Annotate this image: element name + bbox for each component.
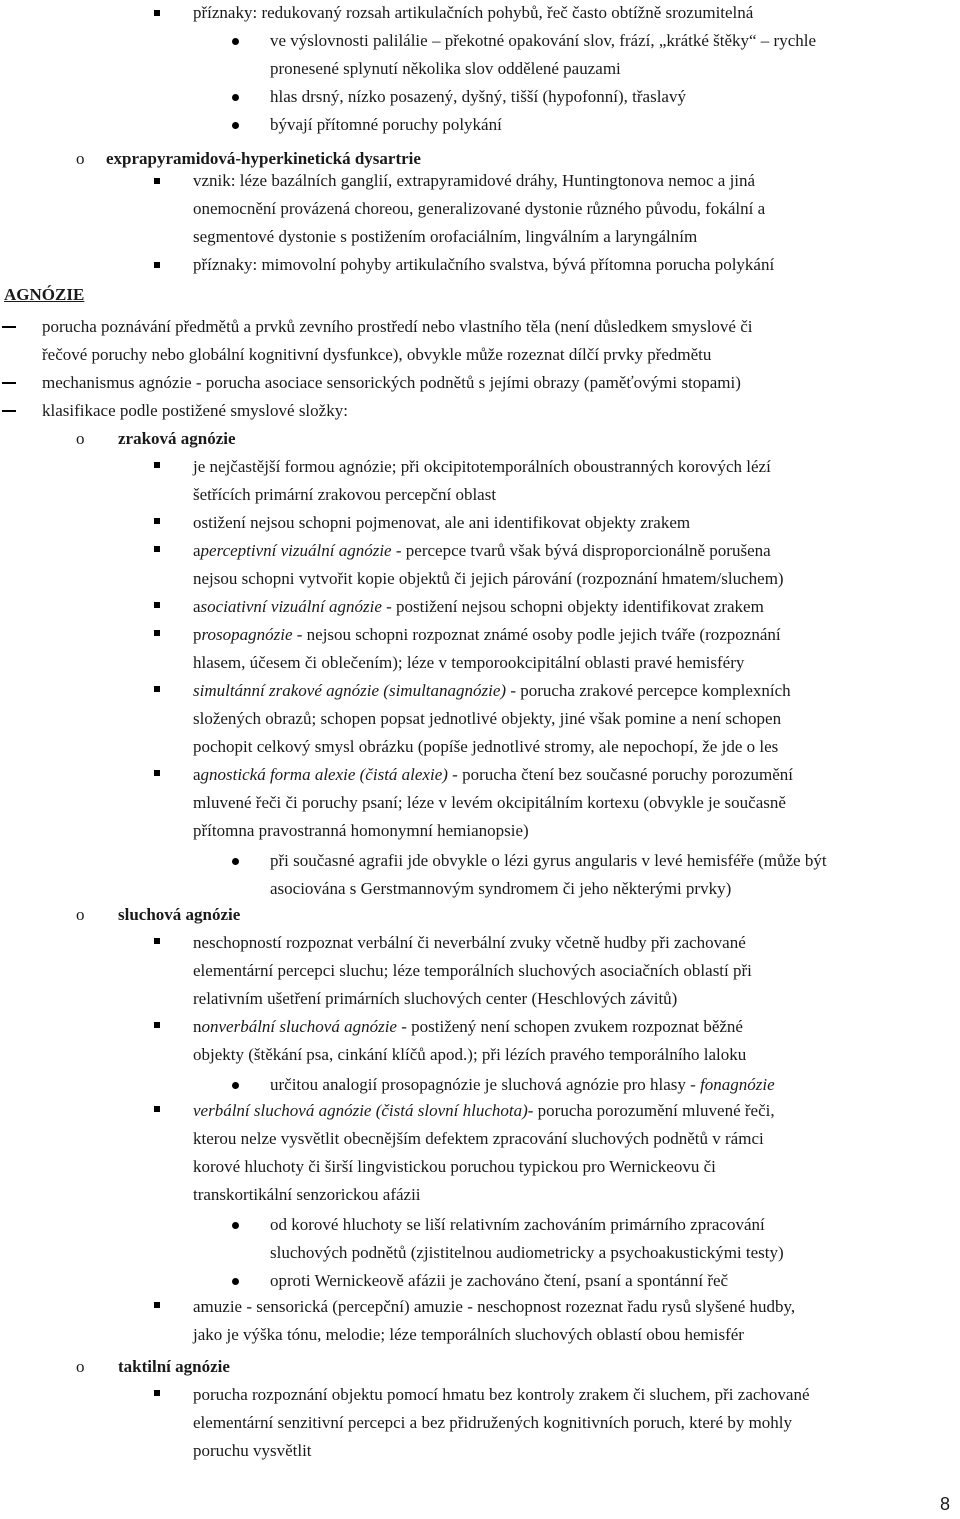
sub-bullet-line-cont: sluchových podnětů (zjistitelnou audiometricky a psychoakustickými testy) [270,1243,784,1262]
round-bullet-icon [232,1222,239,1229]
page-number: 8 [940,1494,951,1514]
list-line-cont: přítomna pravostranná homonymní hemianopsie) [193,821,529,840]
circle-bullet-icon: o [76,905,85,924]
list-line-cont: nejsou schopni vytvořit kopie objektů či jejich párování (rozpoznání hmatem/sluchem) [193,569,784,588]
square-bullet-icon [154,1022,160,1028]
text-run: a [193,541,201,560]
subsection-heading-tactile: taktilní agnózie [118,1357,230,1376]
list-line-cont: kterou nelze vysvětlit obecnějším defektem zpracování sluchových podnětů v rámci [193,1129,764,1148]
round-bullet-icon [232,122,239,129]
subsection-heading-visual: zraková agnózie [118,429,236,448]
term-italic: perceptivní vizuální agnózie [200,541,392,560]
square-bullet-icon [154,1390,160,1396]
text-run: - nejsou schopni rozpoznat známé osoby podle jejich tváře (rozpoznání [292,625,781,644]
list-line: ostižení nejsou schopni pojmenovat, ale ani identifikovat objekty zrakem [193,513,691,532]
list-line [193,1016,743,1038]
round-bullet-icon [232,38,239,45]
list-line: amuzie - sensorická (percepční) amuzie - neschopnost rozeznat řadu rysů slyšené hudby, [193,1297,796,1316]
square-bullet-icon [154,178,160,184]
list-line-cont: relativním ušetření primárních sluchových center (Heschlových závitů) [193,989,678,1008]
list-line: příznaky: mimovolní pohyby artikulačního svalstva, bývá přítomna porucha polykání [193,255,775,274]
square-bullet-icon [154,518,160,524]
square-bullet-icon [154,1106,160,1112]
round-bullet-icon [232,858,239,865]
text-run: - porucha zrakové percepce komplexních [506,681,791,700]
subsection-heading: exprapyramidová-hyperkinetická dysartrie [106,149,421,168]
square-bullet-icon [154,770,160,776]
list-line [193,1100,775,1122]
text-run: určitou analogií prosopagnózie je sluchová agnózie pro hlasy - [270,1075,701,1094]
sub-bullet-line: oproti Wernickeově afázii je zachováno čtení, psaní a spontánní řeč [270,1271,729,1290]
sub-bullet-line-cont: asociována s Gerstmannovým syndromem či jeho některými prvky) [270,879,732,898]
text-run: p [193,625,202,644]
list-line-cont: segmentové dystonie s postižením orofaciálním, lingválním a laryngálním [193,227,698,246]
list-line-cont: poruchu vysvětlit [193,1441,312,1460]
term-italic: verbální sluchová agnózie (čistá slovní hluchota) [193,1101,528,1120]
sub-bullet-line-cont: pronesené splynutí několika slov oddělené pauzami [270,59,621,78]
square-bullet-icon [154,602,160,608]
list-line: porucha rozpoznání objektu pomocí hmatu bez kontroly zrakem či sluchem, při zachované [193,1385,810,1404]
text-run: - postižení nejsou schopni objekty identifikovat zrakem [381,597,764,616]
round-bullet-icon [232,94,239,101]
subsection-heading-auditory: sluchová agnózie [118,905,241,924]
circle-bullet-icon: o [76,1357,85,1376]
round-bullet-icon [232,1278,239,1285]
square-bullet-icon [154,462,160,468]
square-bullet-icon [154,686,160,692]
list-line-cont: onemocnění provázená choreou, generalizované dystonie různého původu, fokální a [193,199,766,218]
list-line-cont: korové hluchoty či širší lingvistickou poruchou typickou pro Wernickeovu či [193,1157,716,1176]
list-line-cont: pochopit celkový smysl obrázku (popíše jednotlivé stromy, ale nepochopí, že jde o les [193,737,779,756]
list-line [193,680,791,702]
text-run: - postižený není schopen zvukem rozpoznat běžné [396,1017,743,1036]
text-run: a [193,765,201,784]
text-run: - porucha porozumění mluvené řeči, [527,1101,775,1120]
square-bullet-icon [154,630,160,636]
list-line [193,624,781,646]
sub-bullet-line: hlas drsný, nízko posazený, dyšný, tišší (hypofonní), třaslavý [270,87,686,106]
term-italic: simultánní zrakové agnózie (simultanagnózie) [193,681,507,700]
square-bullet-icon [154,546,160,552]
list-line: je nejčastější formou agnózie; při okcipitotemporálních oboustranných korových lézí [193,457,771,476]
list-line [193,764,793,786]
term-italic: fonagnózie [700,1075,775,1094]
round-bullet-icon [232,1082,239,1089]
term-italic: onverbální sluchová agnózie [201,1017,397,1036]
sub-bullet-line: bývají přítomné poruchy polykání [270,115,502,134]
dash-line: klasifikace podle postižené smyslové složky: [42,401,348,420]
text-run: a [193,597,201,616]
term-italic: rosopagnózie [201,625,293,644]
square-bullet-icon [154,938,160,944]
list-line: neschopností rozpoznat verbální či neverbální zvuky včetně hudby při zachované [193,933,746,952]
list-line-cont: šetřících primární zrakovou percepční oblast [193,485,497,504]
list-line-cont: složených obrazů; schopen popsat jednotlivé objekty, jiné však pomine a není schopen [193,709,782,728]
term-italic: gnostická forma alexie (čistá alexie) [200,765,448,784]
text-run: n [193,1017,202,1036]
list-line-cont: elementární senzitivní percepci a bez přidružených kognitivních poruch, které by mohly [193,1413,793,1432]
square-bullet-icon [154,262,160,268]
dash-bullet-icon [2,410,16,412]
list-line-cont: jako je výška tónu, melodie; léze temporálních sluchových oblastí obou hemisfér [193,1325,744,1344]
list-line: vznik: léze bazálních ganglií, extrapyramidové dráhy, Huntingtonova nemoc a jiná [193,171,756,190]
dash-line: porucha poznávání předmětů a prvků zevního prostředí nebo vlastního těla (není důsledkem smyslové či [42,317,753,336]
dash-bullet-icon [2,382,16,384]
square-bullet-icon [154,1302,160,1308]
list-line-cont: transkortikální senzorickou afázii [193,1185,421,1204]
sub-bullet-line: při současné agrafii jde obvykle o lézi gyrus angularis v levé hemisféře (může být [270,851,827,870]
sub-bullet-line [270,1074,775,1096]
sub-bullet-line: od korové hluchoty se liší relativním zachováním primárního zpracování [270,1215,765,1234]
list-line-cont: elementární percepci sluchu; léze temporálních sluchových asociačních oblastí při [193,961,752,980]
circle-bullet-icon: o [76,149,85,168]
text-run: - percepce tvarů však bývá disproporcionálně porušena [391,541,771,560]
section-heading-agnozie: AGNÓZIE [4,285,85,304]
dash-bullet-icon [2,326,16,328]
dash-line-cont: řečové poruchy nebo globální kognitivní dysfunkce), obvykle může rozeznat dílčí prvky předmětu [42,345,712,364]
text-run: - porucha čtení bez současné poruchy porozumění [447,765,793,784]
square-bullet-icon [154,10,160,16]
list-line [193,540,771,562]
symptom-line: příznaky: redukovaný rozsah artikulačních pohybů, řeč často obtížně srozumitelná [193,3,754,22]
circle-bullet-icon: o [76,429,85,448]
list-line-cont: objekty (štěkání psa, cinkání klíčů apod.); při lézích pravého temporálního laloku [193,1045,747,1064]
list-line-cont: mluvené řeči či poruchy psaní; léze v levém okcipitálním kortexu (obvykle je současně [193,793,786,812]
list-line-cont: hlasem, účesem či oblečením); léze v temporookcipitální oblasti pravé hemisféry [193,653,745,672]
list-line [193,596,764,618]
term-italic: sociativní vizuální agnózie [200,597,382,616]
sub-bullet-line: ve výslovnosti palilálie – překotné opakování slov, frází, „krátké štěky“ – rychle [270,31,817,50]
dash-line: mechanismus agnózie - porucha asociace sensorických podnětů s jejími obrazy (paměťovými stopami) [42,373,741,392]
